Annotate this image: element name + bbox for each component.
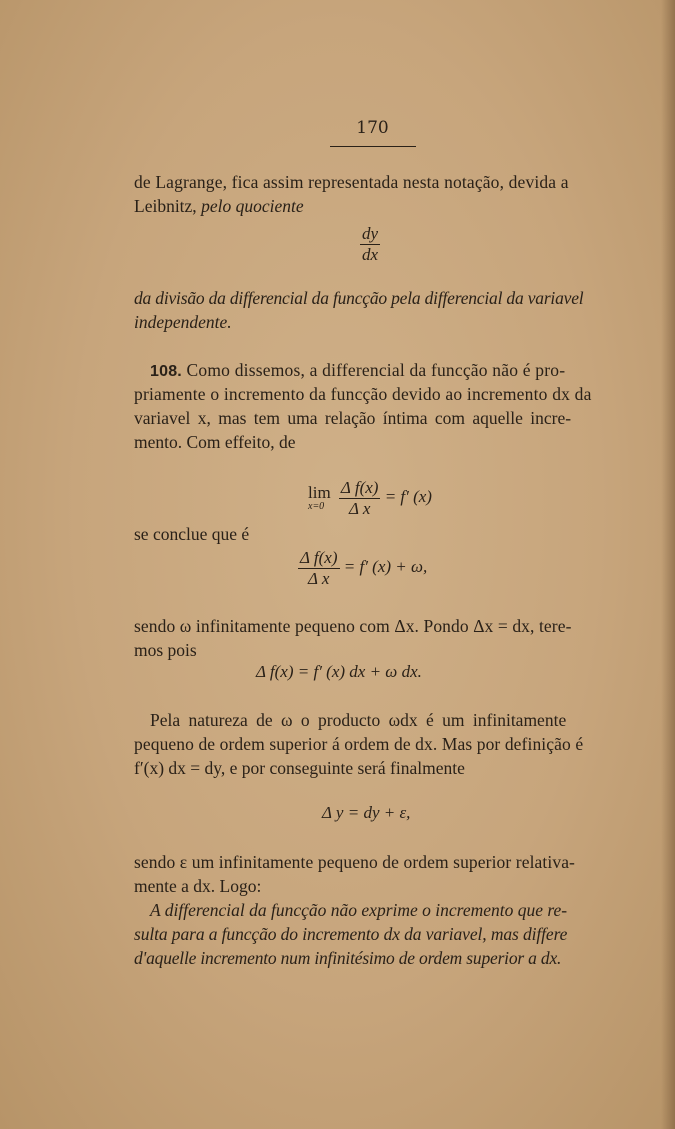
text-line-5-body: Como dissemos, a differencial da funcção não é pro- xyxy=(186,360,566,380)
text-line-8: mento. Com effeito, de xyxy=(134,432,296,452)
formula-lim-word: lim xyxy=(308,483,331,503)
formula-increment: Δ f(x) = f′ (x) dx + ω dx. xyxy=(256,662,422,681)
text-line-7: variavel x, mas tem uma relação íntima com aquelle incre- xyxy=(134,408,572,428)
text-line-9: se conclue que é xyxy=(134,524,250,544)
text-line-13: pequeno de ordem superior á ordem de dx. Mas por definição é xyxy=(134,734,584,754)
formula-lim-rhs: = f′ (x) xyxy=(384,486,432,506)
formula-eq2-numerator: Δ f(x) xyxy=(300,548,338,567)
text-line-1: de Lagrange, fica assim representada nesta notação, devida a xyxy=(134,172,569,192)
text-line-6: priamente o incremento da funcção devido ao incremento dx da xyxy=(134,384,592,404)
text-line-3: da divisão da differencial da funcção pela differencial da variavel xyxy=(134,288,584,308)
text-line-5 xyxy=(150,360,565,381)
text-line-11: mos pois xyxy=(134,640,197,660)
text-line-16: mente a dx. Logo: xyxy=(134,876,262,896)
text-line-18: sulta para a funcção do incremento dx da variavel, mas differe xyxy=(134,924,568,944)
formula-lim-denominator: Δ x xyxy=(348,498,371,518)
text-line-14: f′(x) dx = dy, e por conseguinte será finalmente xyxy=(134,758,465,778)
formula-limit xyxy=(308,478,432,518)
text-line-4: independente. xyxy=(134,312,232,332)
formula-eq2-rhs: = f′ (x) + ω, xyxy=(343,556,428,576)
formula-dy-denominator: dx xyxy=(362,244,379,264)
page-edge-shadow xyxy=(661,0,675,1129)
formula-dy-dx xyxy=(360,224,380,264)
formula-increment-ratio xyxy=(298,548,427,588)
text-pelo-quociente: pelo quociente xyxy=(201,196,304,216)
page-number: 170 xyxy=(356,118,389,138)
formula-lim-sub: x=0 xyxy=(308,501,325,513)
formula-delta-y: Δ y = dy + ε, xyxy=(322,803,411,822)
text-line-12: Pela natureza de ω o producto ωdx é um infinitamente xyxy=(150,710,567,730)
formula-eq2-denominator: Δ x xyxy=(308,568,330,588)
formula-lim-numerator: Δ f(x) xyxy=(340,478,379,497)
text-line-19: d'aquelle incremento num infinitésimo de ordem superior a dx. xyxy=(134,948,562,968)
text-line-10: sendo ω infinitamente pequeno com Δx. Pondo Δx = dx, tere- xyxy=(134,616,572,636)
formula-dy-numerator: dy xyxy=(362,224,379,243)
text-line-15: sendo ε um infinitamente pequeno de ordem superior relativa- xyxy=(134,852,575,872)
text-line-17: A differencial da funcção não exprime o incremento que re- xyxy=(150,900,568,920)
text-line-2 xyxy=(134,196,304,217)
section-number: 108. xyxy=(150,363,182,380)
text-leibnitz: Leibnitz, xyxy=(134,196,197,216)
header-rule xyxy=(330,146,416,147)
